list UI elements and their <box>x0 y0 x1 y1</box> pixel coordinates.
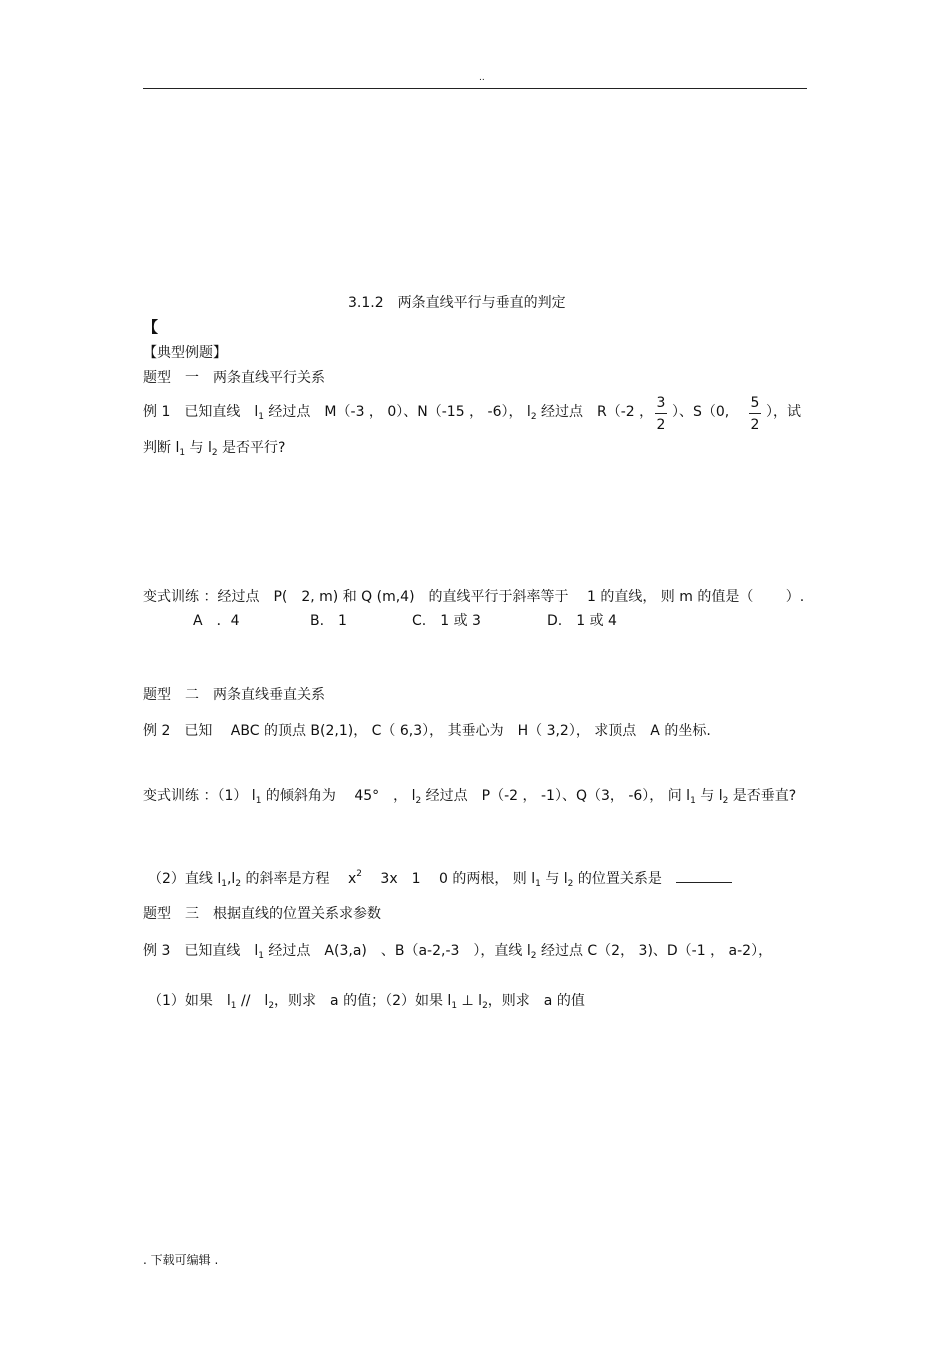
example3-questions: （1）如果 $l_1$ // $l_2$，则求 a 的值；（2）如果 $l_1$ ⊥ $l_2$，则求 a 的值 <box>148 993 585 1011</box>
option-b: B. 1 <box>310 613 347 629</box>
type2-heading: 题型 二 两条直线垂直关系 <box>143 687 325 703</box>
variant2-part1: 变式训练 ：（1） $l_1$ 的倾斜角为 45° ， $l_2$ 经过点 P（-2 ， -1）、Q（3， -6）， 问 $l_1$ 与 $l_2$ 是否垂直? <box>143 788 797 806</box>
page-title: 3.1.2 两条直线平行与垂直的判定 <box>348 295 566 311</box>
fraction-3-2: 3 2 <box>656 395 666 433</box>
type1-heading: 题型 一 两条直线平行关系 <box>143 370 325 386</box>
fraction-5-2: 5 2 <box>750 395 760 433</box>
answer-blank <box>676 872 732 883</box>
example2: 例 2 已知 ABC 的顶点 B(2,1)， C（ 6,3）， 其垂心为 H（ 3,2）， 求顶点 A 的坐标. <box>143 723 711 739</box>
example1-line2: 判断 $l_1$ 与 $l_2$ 是否平行? <box>143 440 286 458</box>
option-a: A ．4 <box>193 613 240 629</box>
example1-line1: 例 1 已知直线 $l_1$ 经过点 M（-3 ， 0）、N（-15 ， -6）， $l_2$ 经过点 R（-2 ， <box>143 404 654 422</box>
header-rule <box>143 88 807 89</box>
footer-note: . 下载可编辑 . <box>143 1253 219 1267</box>
header-mark: .. <box>479 73 485 83</box>
variant2-part2: （2）直线 $l_1,l_2$ 的斜率是方程 $x^2$ 3x 1 0 的两根， 则 $l_1$ 与 $l_2$ 的位置关系是 <box>148 872 732 886</box>
example3: 例 3 已知直线 $l_1$ 经过点 A(3,a) 、B（a-2,-3 ），直线 $l_2$ 经过点 C（2， 3)、D（-1 ， a-2）， <box>143 943 773 961</box>
option-d: D. 1 或 4 <box>547 613 617 629</box>
section-heading: 【典型例题】 <box>143 345 227 361</box>
option-c: C. 1 或 3 <box>412 613 481 629</box>
example1-tail: ），试 <box>766 404 801 420</box>
type3-heading: 题型 三 根据直线的位置关系求参数 <box>143 906 381 922</box>
example1-point-s: ）、S（0, <box>672 404 730 420</box>
bracket-mark: 【 <box>143 318 159 336</box>
variant1-question: 变式训练 ：经过点 P( 2, m) 和 Q (m,4) 的直线平行于斜率等于 1 的直线， 则 m 的值是（ ）. <box>143 589 805 605</box>
